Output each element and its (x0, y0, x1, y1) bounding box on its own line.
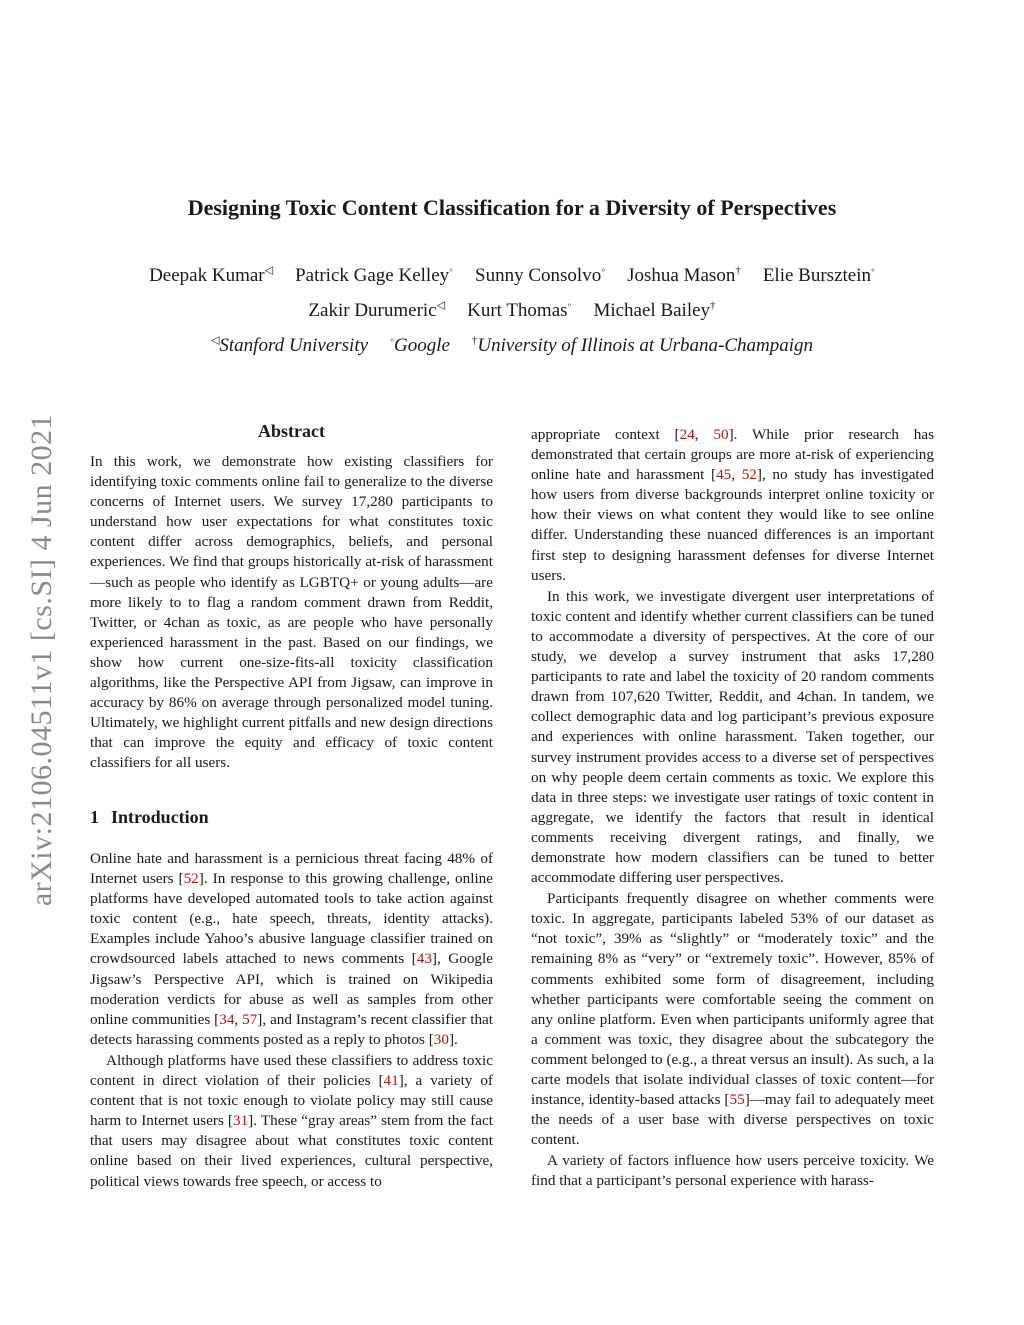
paragraph: A variety of factors influence how users perceive toxicity. We find that a participant’s personal experience with harass- (531, 1152, 934, 1190)
abstract-body (90, 452, 493, 774)
author-line-1 (0, 264, 1024, 287)
paragraph: Online hate and harassment is a pernicious threat facing 48% of Internet users [52]. In response to this growing challenge, online platforms have developed automated tools to take action against toxic content (e.g., hate speech, threats, identity attacks). Examples include Yahoo’s abusive language classifier trained on crowdsourced labels attached to news comments [43], Google Jigsaw’s Perspective API, which is trained on Wikipedia moderation verdicts for abuse as well as samples from other online communities [34, 57], and Instagram’s recent classifier that detects harassing comments posted as a reply to photos [30]. (90, 850, 494, 1048)
citation-link[interactable]: 45 (716, 466, 732, 484)
citation-link[interactable]: 52 (183, 870, 199, 888)
citation-link[interactable]: 55 (729, 1091, 745, 1109)
paper-title: Designing Toxic Content Classification for a Diversity of Perspectives (187, 195, 837, 220)
author: Kurt Thomas◦ (467, 300, 572, 322)
section-number: 1 (90, 807, 99, 827)
author: Joshua Mason† (627, 265, 741, 287)
author: Michael Bailey† (593, 300, 716, 322)
affiliation: ◁Stanford University (210, 335, 369, 357)
section-heading (90, 807, 209, 828)
author: Elie Bursztein◦ (762, 265, 875, 287)
abstract-text: In this work, we demonstrate how existing classifiers for identifying toxic comments online fail to generalize to the diverse concerns of Internet users. We survey 17,280 participants to understand how user expectations for what constitutes toxic content differ across demographics, beliefs, and personal experiences. We find that groups historically at-risk of harassment—such as people who identify as LGBTQ+ or young adults—are more likely to to flag a random comment drawn from Reddit, Twitter, or 4chan as toxic, as are people who have personally experienced harassment in the past. Based on our findings, we show how current one-size-fits-all toxicity classification algorithms, like the Perspective API from Jigsaw, can improve in accuracy by 86% on average through personalized model tuning. Ultimately, we highlight current pitfalls and new design directions that can improve the equity and efficacy of toxic content classifiers for all users. (90, 453, 493, 772)
arxiv-identifier: arXiv:2106.04511v1 [cs.SI] 4 Jun 2021 (25, 413, 58, 907)
paragraph: Although platforms have used these classifiers to address toxic content in direct violation of their policies [41], a variety of content that is not toxic enough to violate policy may still cause harm to Internet users [31]. These “gray areas” stem from the fact that users may disagree about what constitutes toxic content online based on their lived experiences, cultural perspective, political views towards free speech, or access to (90, 1051, 493, 1190)
author: Patrick Gage Kelley◦ (295, 265, 454, 287)
section-title: Introduction (111, 807, 209, 827)
paragraph: Participants frequently disagree on whether comments were toxic. In aggregate, participants labeled 53% of our dataset as “not toxic”, 39% as “slightly” or “moderately toxic” and the remaining 8% as “very” or “extremely toxic”. However, 85% of comments exhibited some form of disagreement, including whether participants were comfortable seeing the comment on any online platform. Even when participants uniformly agree that a comment was toxic, they disagree about the subcategory the comment belonged to (e.g., a threat versus an insult). As such, a la carte models that isolate individual classes of toxic content—for instance, identity-based attacks [55]—may fail to adequately meet the needs of a user base with diverse perspectives on toxic content. (531, 890, 934, 1149)
citation-link[interactable]: 52 (741, 466, 757, 484)
abstract-heading: Abstract (258, 421, 325, 441)
citation-link[interactable]: 57 (242, 1010, 258, 1028)
affiliation: ◦Google (390, 335, 450, 357)
affiliations (0, 334, 1024, 357)
author-line-2 (0, 299, 1024, 322)
author: Sunny Consolvo◦ (475, 265, 606, 287)
citation-link[interactable]: 31 (232, 1112, 249, 1130)
citation-link[interactable]: 34 (219, 1010, 235, 1028)
citation-link[interactable]: 30 (433, 1030, 449, 1048)
citation-link[interactable]: 50 (713, 426, 729, 443)
citation-link[interactable]: 43 (416, 950, 432, 968)
author: Deepak Kumar◁ (149, 265, 274, 287)
paragraph: appropriate context [24, 50]. While prior research has demonstrated that certain groups are more at-risk of experiencing online hate and harassment [45, 52], no study has investigated how users from diverse backgrounds interpret online toxicity or how their views on what content they would like to see online differ. Understanding these nuanced differences is an important first step to designing harassment defenses for diverse Internet users. (531, 426, 934, 584)
citation-link[interactable]: 24 (679, 426, 695, 443)
right-column (531, 425, 934, 1192)
paragraph: In this work, we investigate divergent user interpretations of toxic content and identify whether current classifiers can be tuned to accommodate a diversity of perspectives. At the core of our study, we develop a survey instrument that asks 17,280 participants to rate and label the toxicity of 20 random comments drawn from 107,620 Twitter, Reddit, and 4chan. In tandem, we collect demographic data and log participant’s previous exposure and experiences with online harassment. Taken together, our survey instrument provides access to a diverse set of perspectives on why people deem certain comments as toxic. We explore this data in three steps: we investigate user ratings of toxic content in aggregate, we identify the factors that result in identical comments receiving divergent ratings, and finally, we demonstrate how modern classifiers can be tuned to better accommodate differing user perspectives. (531, 587, 934, 887)
affiliation: †University of Illinois at Urbana-Champaign (471, 335, 814, 357)
citation-link[interactable]: 41 (383, 1072, 399, 1090)
introduction-left-column (90, 849, 493, 1192)
author: Zakir Durumeric◁ (308, 300, 446, 322)
arxiv-stamp (0, 380, 80, 940)
